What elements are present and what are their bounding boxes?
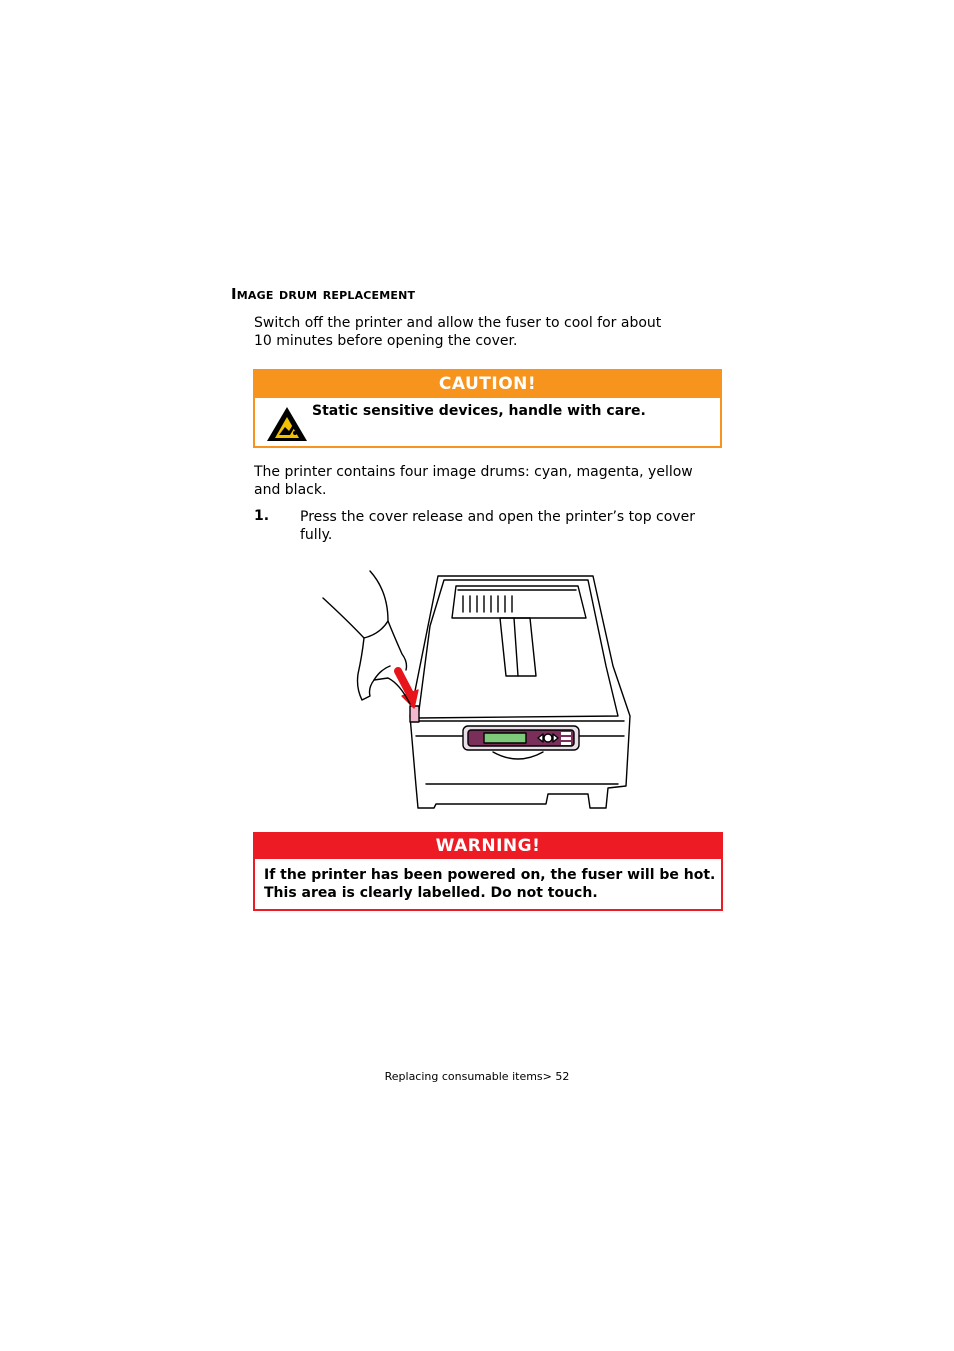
step-number: 1. xyxy=(254,508,270,524)
warning-label: WARNING! xyxy=(255,834,721,859)
warning-box xyxy=(253,832,723,911)
esd-warning-icon xyxy=(265,405,309,447)
printer-cover-release-illustration xyxy=(318,566,638,820)
step-line-1: Press the cover release and open the printer’s top cover xyxy=(300,509,695,525)
warning-text xyxy=(264,866,715,902)
intro-line-2: 10 minutes before opening the cover. xyxy=(254,333,518,349)
intro-paragraph xyxy=(254,314,724,350)
caution-text: Static sensitive devices, handle with care. xyxy=(312,403,646,419)
section-title: Image drum replacement xyxy=(231,285,416,303)
intro-line-1: Switch off the printer and allow the fuser to cool for about xyxy=(254,315,662,331)
warning-line-1: If the printer has been powered on, the fuser will be hot. xyxy=(264,867,716,883)
caution-box xyxy=(253,369,722,448)
body-paragraph xyxy=(254,463,724,499)
body-line-1: The printer contains four image drums: cyan, magenta, yellow xyxy=(254,464,693,480)
step-line-2: fully. xyxy=(300,527,333,543)
warning-line-2: This area is clearly labelled. Do not touch. xyxy=(264,885,598,901)
caution-label: CAUTION! xyxy=(255,371,720,398)
step-text xyxy=(300,508,720,544)
page-footer: Replacing consumable items> 52 xyxy=(384,1070,570,1083)
body-line-2: and black. xyxy=(254,482,327,498)
